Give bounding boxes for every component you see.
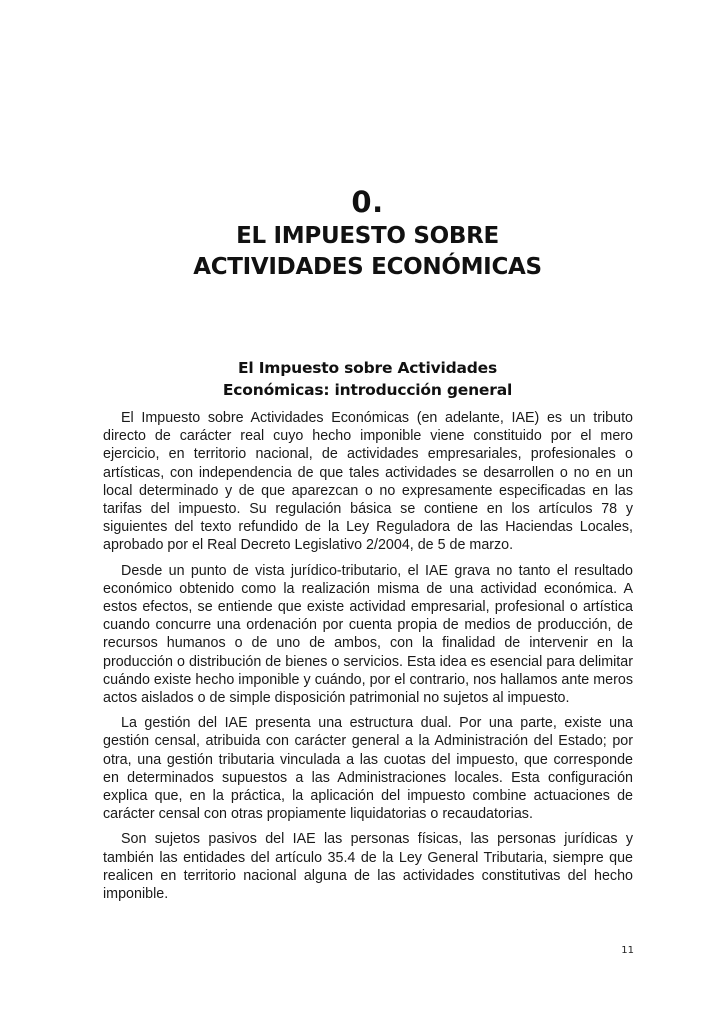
chapter-title bbox=[0, 221, 715, 283]
section-heading-line-2: Económicas: introducción general bbox=[222, 381, 513, 399]
page-number: 11 bbox=[621, 945, 634, 956]
section-heading bbox=[0, 357, 715, 401]
section-heading-line-1: El Impuesto sobre Actividades bbox=[238, 359, 497, 377]
chapter-number: 0. bbox=[351, 185, 384, 219]
paragraph-1: El Impuesto sobre Actividades Económicas (en adelante, IAE) es un tributo directo de carácter real cuyo hecho imponible viene constituido por el mero ejercicio, en territorio nacional, de actividades empresariales, profesionales o artísticas, con independencia de que tales actividades se desarrollen o no en un local determinado y de que aparezcan o no expresamente especificadas en las tarifas del impuesto. Su regulación básica se contiene en los artículos 78 y siguientes del texto refundido de la Ley Reguladora de las Haciendas Locales, aprobado por el Real Decreto Legislativo 2/2004, de 5 de marzo. bbox=[103, 410, 633, 554]
chapter-title-line-1: EL IMPUESTO SOBRE bbox=[236, 223, 499, 249]
paragraph-3: La gestión del IAE presenta una estructura dual. Por una parte, existe una gestión censal, atribuida con carácter general a la Administración del Estado; por otra, una gestión tributaria vinculada a las cuotas del impuesto, que corresponde en determinados supuestos a las Administraciones locales. Esta configuración explica que, en la práctica, la aplicación del impuesto combine actuaciones de carácter censal con otras propiamente liquidatorias o recaudatorias. bbox=[103, 715, 633, 823]
body-text bbox=[103, 409, 633, 910]
paragraph-2: Desde un punto de vista jurídico-tributario, el IAE grava no tanto el resultado económico obtenido como la realización misma de una actividad económica. A estos efectos, se entiende que existe actividad empresarial, profesional o artística cuando concurre una ordenación por cuenta propia de medios de producción, de recursos humanos o de uno de ambos, con la finalidad de intervenir en la producción o distribución de bienes o servicios. Esta idea es esencial para delimitar cuándo existe hecho imponible y cuándo, por el contrario, nos hallamos ante meros actos aislados o de simple disposición patrimonial no sujetos al impuesto. bbox=[103, 562, 633, 707]
paragraph-4: Son sujetos pasivos del IAE las personas físicas, las personas jurídicas y también las entidades del artículo 35.4 de la Ley General Tributaria, siempre que realicen en territorio nacional alguna de las actividades constitutivas del hecho imponible. bbox=[103, 831, 633, 903]
chapter-title-line-2: ACTIVIDADES ECONÓMICAS bbox=[193, 254, 542, 280]
